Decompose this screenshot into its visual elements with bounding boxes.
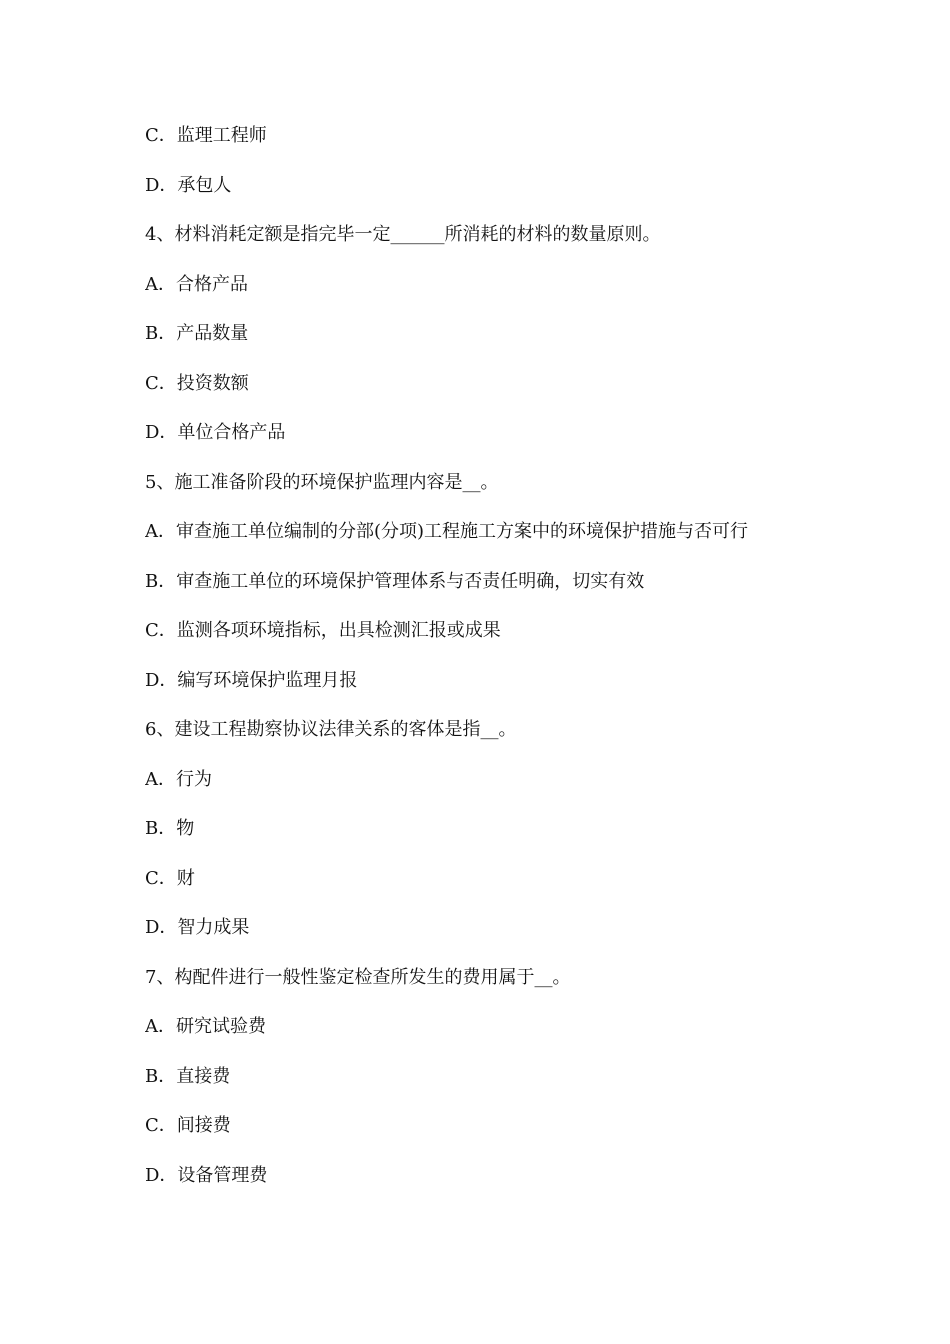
question-7-option-b: B．直接费 xyxy=(145,1065,231,1087)
question-6-option-c: C．财 xyxy=(145,867,195,889)
question-7-option-c: C．间接费 xyxy=(145,1115,231,1136)
question-4-option-a: A．合格产品 xyxy=(145,273,248,295)
question-6: 6、建设工程勘察协议法律关系的客体是指__。 xyxy=(145,719,517,740)
question-5: 5、施工准备阶段的环境保护监理内容是__。 xyxy=(145,471,499,493)
question-4: 4、材料消耗定额是指完毕一定______所消耗的材料的数量原则。 xyxy=(145,224,661,245)
question-5-option-c: C．监测各项环境指标，出具检测汇报或成果 xyxy=(145,620,501,641)
question-7-option-a: A．研究试验费 xyxy=(145,1016,266,1037)
question-6-option-a: A．行为 xyxy=(145,768,212,790)
question-text-block xyxy=(145,121,905,1210)
question-4-option-b: B．产品数量 xyxy=(145,323,249,344)
option-c-supervising-engineer: C．监理工程师 xyxy=(145,125,267,146)
question-7: 7、构配件进行一般性鉴定检查所发生的费用属于__。 xyxy=(145,966,571,988)
question-4-option-d: D．单位合格产品 xyxy=(145,422,286,443)
question-5-option-d: D．编写环境保护监理月报 xyxy=(145,669,358,691)
question-5-option-b: B．审查施工单位的环境保护管理体系与否责任明确，切实有效 xyxy=(145,570,645,592)
option-d-contractor: D．承包人 xyxy=(145,174,232,196)
question-7-option-d: D．设备管理费 xyxy=(145,1164,268,1186)
question-6-option-b: B．物 xyxy=(145,818,195,839)
question-5-option-a: A．审查施工单位编制的分部(分项)工程施工方案中的环境保护措施与否可行 xyxy=(145,521,749,542)
question-4-option-c: C．投资数额 xyxy=(145,372,249,394)
question-6-option-d: D．智力成果 xyxy=(145,917,250,938)
